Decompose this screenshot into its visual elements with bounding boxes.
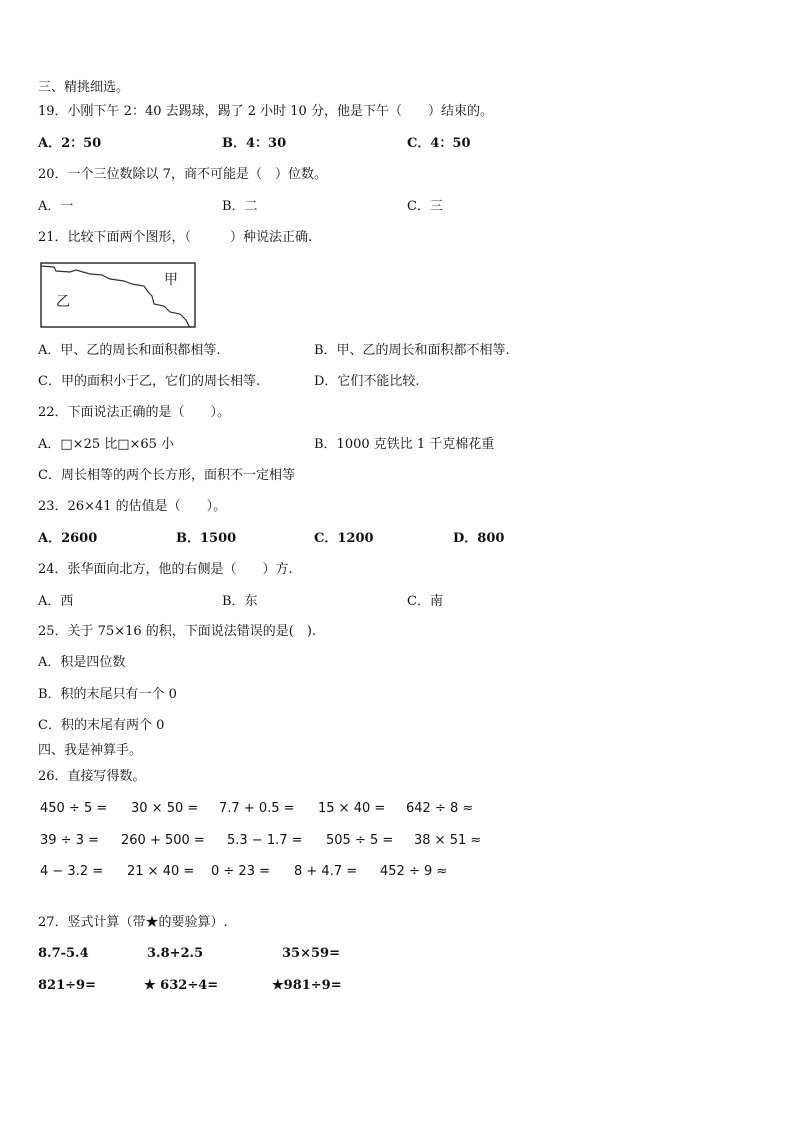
- q27-r2-c2[interactable]: ★ 632÷4=: [144, 978, 219, 993]
- q26-r2-c3[interactable]: 5.3 − 1.7 =: [227, 833, 303, 848]
- q24-stem: 24．张华面向北方，他的右侧是（ ）方.: [38, 562, 293, 577]
- q22-option-c[interactable]: C．周长相等的两个长方形，面积不一定相等: [38, 468, 295, 483]
- label-jia: 甲: [164, 272, 178, 288]
- q26-r1-c4[interactable]: 15 × 40 =: [318, 801, 386, 816]
- q26-r1-c3[interactable]: 7.7 + 0.5 =: [219, 801, 295, 816]
- q26-stem: 26．直接写得数。: [38, 769, 146, 784]
- q21-stem: 21．比较下面两个图形，（ ）种说法正确.: [38, 230, 313, 245]
- q23-stem: 23．26×41 的估值是（ ）。: [38, 499, 227, 514]
- section-3-title: 三、精挑细选。: [38, 80, 130, 95]
- q24-option-c[interactable]: C．南: [407, 594, 443, 609]
- q19-option-c[interactable]: C．4：50: [407, 136, 471, 151]
- q24-option-b[interactable]: B．东: [222, 594, 258, 609]
- q26-r3-c3[interactable]: 0 ÷ 23 =: [211, 864, 270, 879]
- q19-option-b[interactable]: B．4：30: [222, 136, 287, 151]
- q26-r3-c5[interactable]: 452 ÷ 9 ≈: [380, 864, 448, 879]
- q20-option-c[interactable]: C．三: [407, 199, 443, 214]
- q27-r2-c1[interactable]: 821÷9=: [38, 978, 96, 993]
- q23-option-d[interactable]: D．800: [453, 531, 505, 546]
- q25-option-c[interactable]: C．积的末尾有两个 0: [38, 718, 165, 733]
- q20-option-a[interactable]: A．一: [38, 199, 74, 214]
- q27-r1-c1[interactable]: 8.7-5.4: [38, 946, 89, 961]
- q26-r2-c5[interactable]: 38 × 51 ≈: [414, 833, 482, 848]
- q26-r1-c1[interactable]: 450 ÷ 5 =: [40, 801, 108, 816]
- q24-option-a[interactable]: A．西: [38, 594, 74, 609]
- q26-r1-c2[interactable]: 30 × 50 =: [131, 801, 199, 816]
- q26-r3-c2[interactable]: 21 × 40 =: [127, 864, 195, 879]
- q22-option-b[interactable]: B．1000 克铁比 1 千克棉花重: [314, 437, 495, 452]
- q20-stem: 20．一个三位数除以 7，商不可能是（ ）位数。: [38, 167, 327, 182]
- q26-r3-c4[interactable]: 8 + 4.7 =: [294, 864, 358, 879]
- q25-stem: 25．关于 75×16 的积，下面说法错误的是( ).: [38, 624, 317, 639]
- q27-r2-c3[interactable]: ★981÷9=: [272, 978, 342, 993]
- q27-r1-c3[interactable]: 35×59=: [282, 946, 340, 961]
- label-yi: 乙: [56, 294, 70, 310]
- q22-stem: 22．下面说法正确的是（ ）。: [38, 405, 231, 420]
- q22-option-a[interactable]: A．□×25 比□×65 小: [38, 437, 175, 452]
- q26-r2-c2[interactable]: 260 + 500 =: [121, 833, 205, 848]
- section-4-title: 四、我是神算手。: [38, 743, 143, 758]
- q26-r2-c4[interactable]: 505 ÷ 5 =: [326, 833, 394, 848]
- q21-shape-figure: [40, 262, 196, 328]
- q21-option-a[interactable]: A．甲、乙的周长和面积都相等.: [38, 343, 221, 358]
- q19-stem: 19．小刚下午 2：40 去踢球，踢了 2 小时 10 分，他是下午（ ）结束的。: [38, 104, 493, 119]
- q25-option-b[interactable]: B．积的末尾只有一个 0: [38, 687, 177, 702]
- q23-option-a[interactable]: A．2600: [38, 531, 98, 546]
- q25-option-a[interactable]: A．积是四位数: [38, 655, 126, 670]
- q23-option-c[interactable]: C．1200: [314, 531, 374, 546]
- q23-option-b[interactable]: B．1500: [176, 531, 237, 546]
- q21-option-c[interactable]: C．甲的面积小于乙，它们的周长相等.: [38, 374, 261, 389]
- q19-option-a[interactable]: A．2：50: [38, 136, 102, 151]
- q21-option-b[interactable]: B．甲、乙的周长和面积都不相等.: [314, 343, 510, 358]
- q26-r2-c1[interactable]: 39 ÷ 3 =: [40, 833, 99, 848]
- q27-r1-c2[interactable]: 3.8+2.5: [147, 946, 204, 961]
- q20-option-b[interactable]: B．二: [222, 199, 258, 214]
- q21-option-d[interactable]: D．它们不能比较.: [314, 374, 420, 389]
- q26-r3-c1[interactable]: 4 − 3.2 =: [40, 864, 104, 879]
- q27-stem: 27．竖式计算（带★的要验算）.: [38, 915, 228, 930]
- q26-r1-c5[interactable]: 642 ÷ 8 ≈: [406, 801, 474, 816]
